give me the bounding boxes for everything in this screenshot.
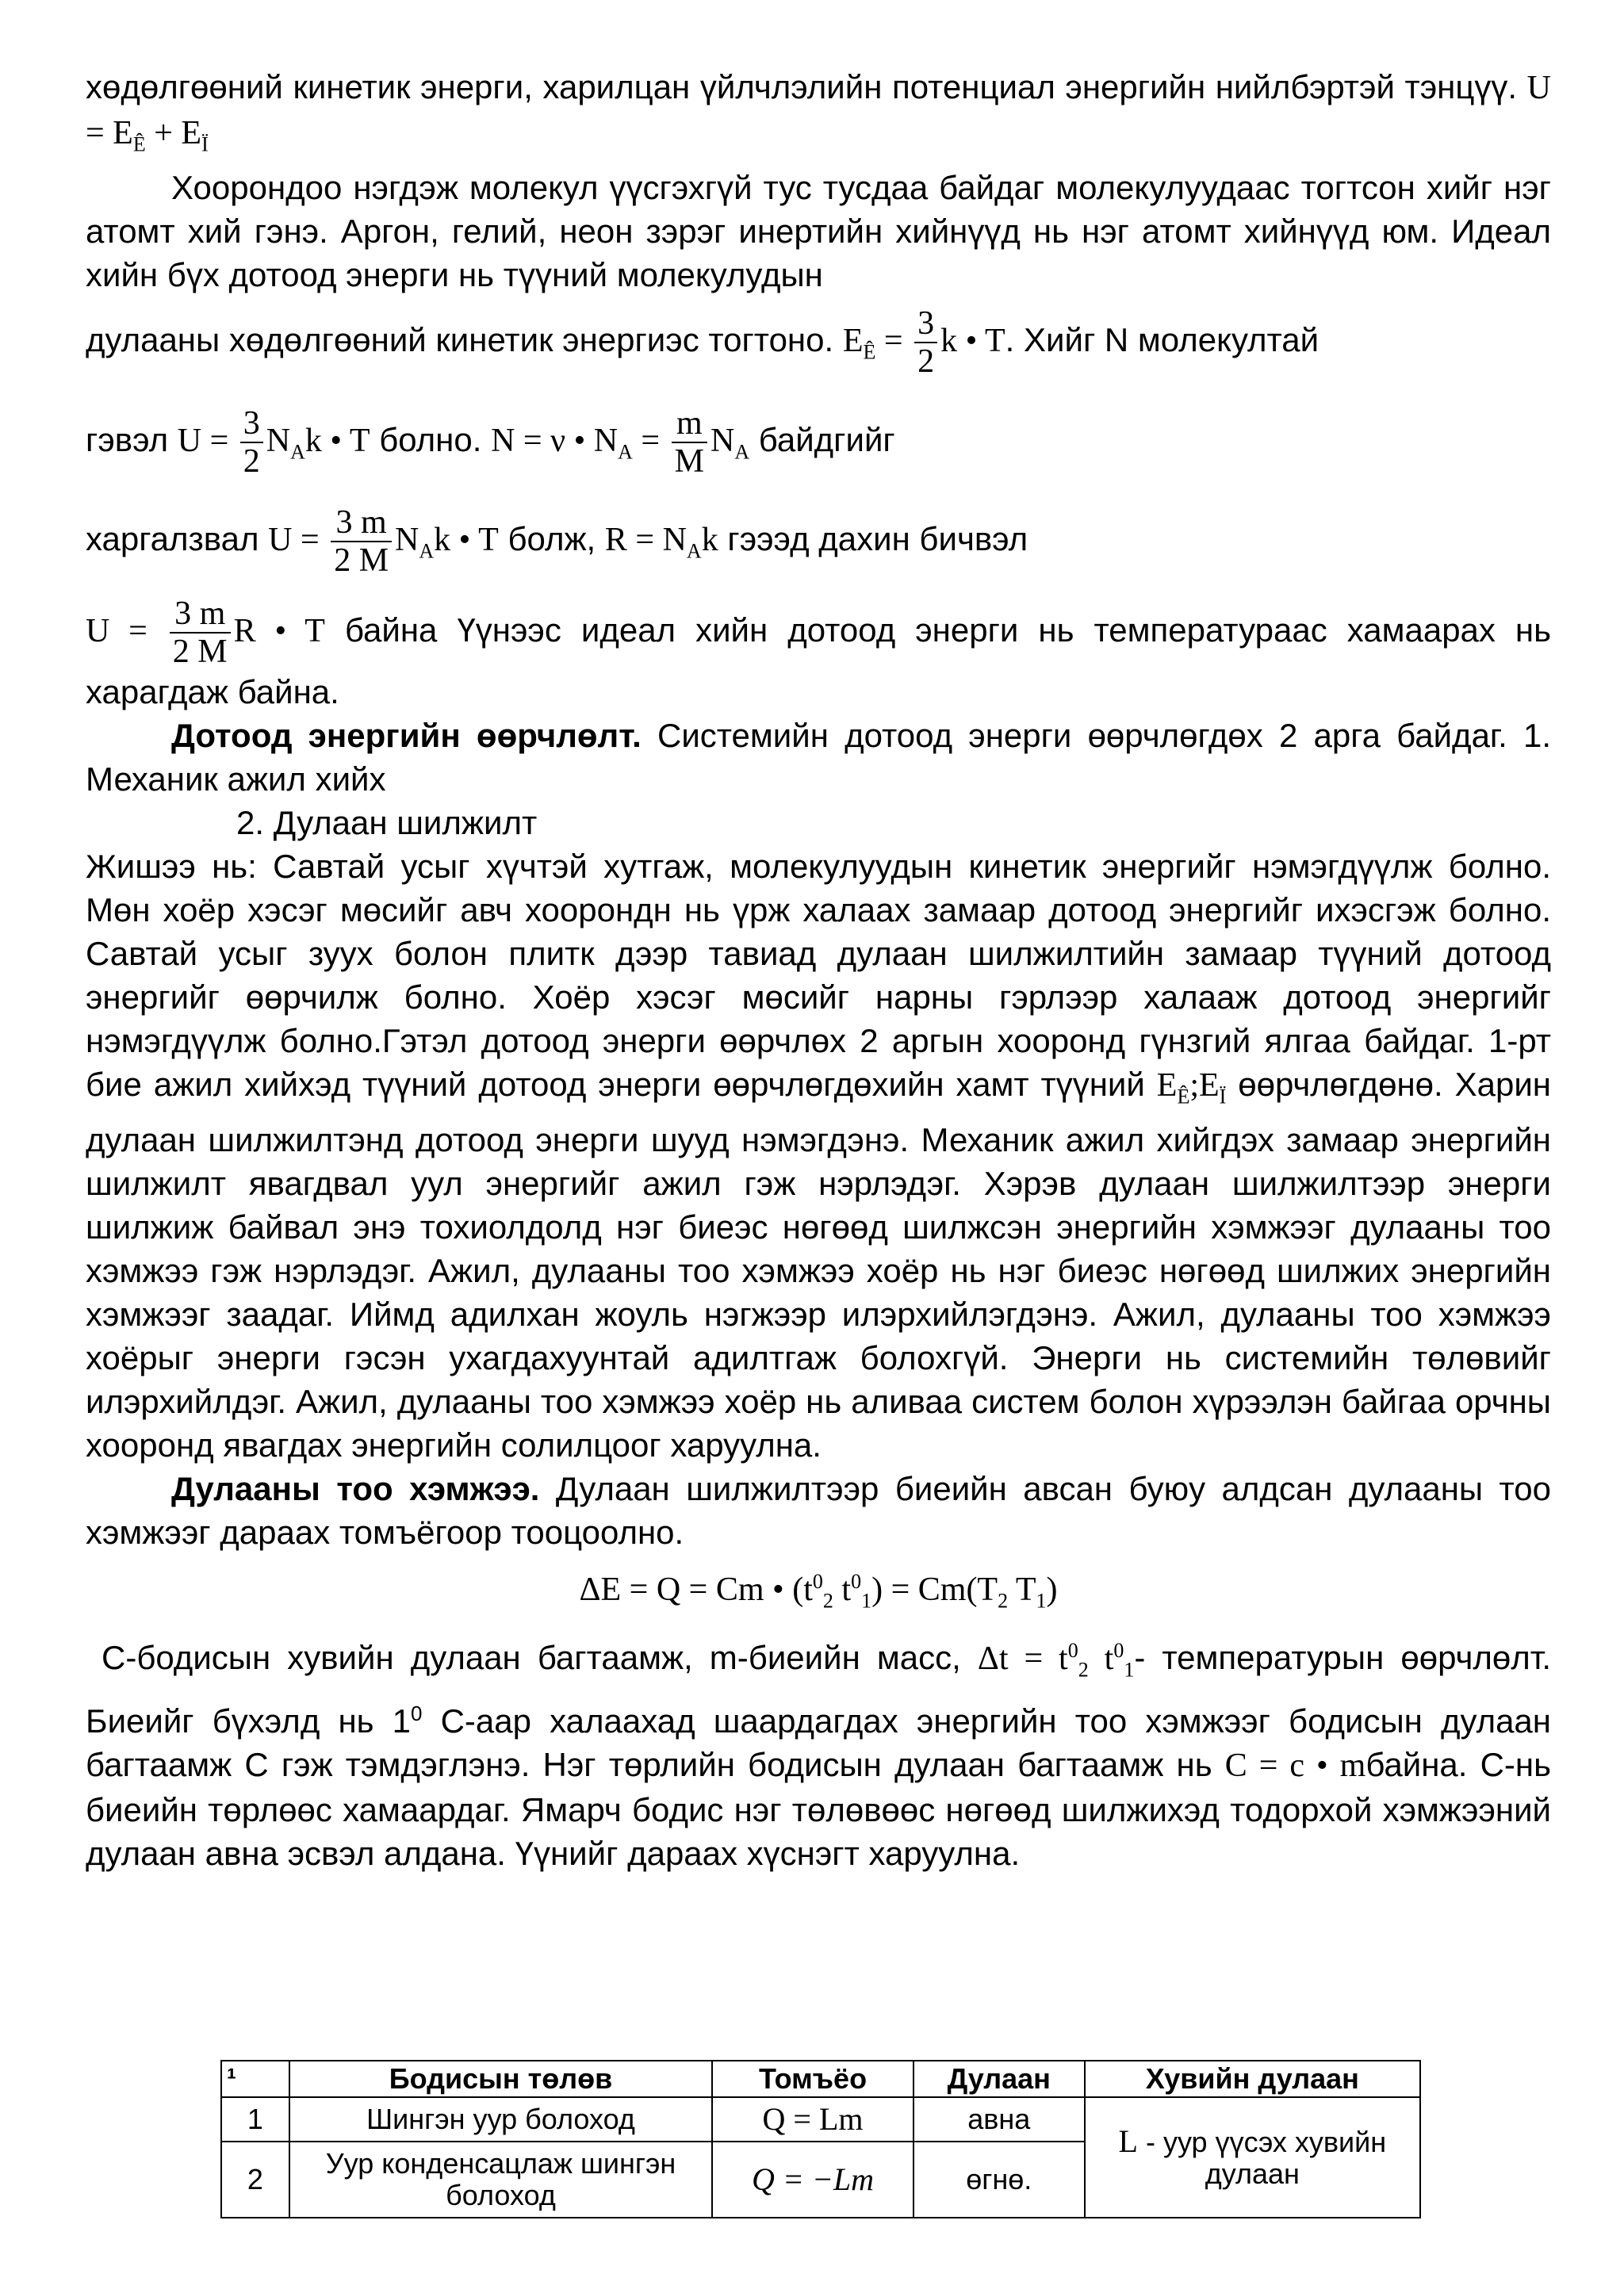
paragraph-example (86, 844, 1551, 1467)
paragraph-u-rt (86, 595, 1551, 714)
row-state: Уур конденсацлаж шингэн болоход (289, 2142, 712, 2218)
row-heat: өгнө. (914, 2142, 1085, 2218)
text: Хоорондоо нэгдэж молекул үүсгэхгүй тус тусдаа байдаг молекулуудаас тогтсон хийг нэг атомт хий гэнэ. Аргон, гелий, неон зэрэг инертийн хийнүүд нь нэг атомт хийнүүд юм. Идеал хийн бүх дотоод энерги нь түүний молекулудын (86, 169, 1551, 294)
row-formula: Q = Lm (712, 2097, 914, 2142)
formula-u-sum: $U = E_Ê + E_Ï$ (86, 70, 1552, 156)
section-heading: Дулааны тоо хэмжээ. (171, 1469, 540, 1507)
text: болж, (508, 520, 596, 558)
formula-r: $R = N_Ak$ (604, 522, 718, 563)
paragraph-u-substitution (86, 496, 1551, 595)
header-formula: Томъёо (712, 2061, 914, 2097)
formula-rt: R • T (233, 612, 325, 649)
text: Системийн дотоод энерги өөрчлөгдөх 2 арга байдаг. 1. Механик ажил хийх (86, 716, 1551, 798)
formula-u: U = (86, 612, 167, 649)
formula-kt: k • T (940, 323, 1005, 360)
fraction-m-M: $\frac{m}{M}$ (672, 405, 707, 480)
header-specific-heat: Хувийн дулаан (1085, 2061, 1420, 2097)
paragraph-heat-quantity (86, 1467, 1551, 1554)
row-formula: Q = −Lm (712, 2142, 914, 2218)
paragraph-internal-energy-intro (86, 65, 1551, 166)
formula-n: N = ν • $N_A$ = (491, 422, 668, 464)
fraction-3m-2M: $\frac{3 m}{2 M}$ (170, 595, 231, 670)
text: байна. С-нь биеийн төрлөөс хамаардаг. Ямарч бодис нэг төлөвөөс нөгөөд шилжихэд тодорхой хэмжээний дулаан авна эсвэл алдана. Үүнийг дараах хүснэгт харуулна. (86, 1745, 1551, 1872)
text: С-аар халаахад шаардагдах энергийн тоо хэмжээг бодисын дулаан багтаамж С гэж тэмдэглэнэ. Нэг төрлийн бодисын дулаан багтаамж нь (86, 1702, 1551, 1783)
text: гэээд дахин бичвэл (727, 520, 1028, 558)
row-number: 1 (221, 2097, 289, 2142)
header-state: Бодисын төлөв (289, 2061, 712, 2097)
degree-superscript: 0 (411, 1701, 423, 1725)
fraction-3-2: $\frac{3}{2}$ (240, 405, 263, 480)
paragraph-method-2 (86, 801, 1551, 844)
paragraph-kinetic-energy-line (86, 297, 1551, 396)
paragraph-energy-change (86, 714, 1551, 801)
formula-c-cm: C = c • m (1224, 1747, 1366, 1784)
text: байдгийг (758, 420, 895, 458)
text: өөрчлөгдөнө. Харин дулаан шилжилтэнд дотоод энерги шууд нэмэгдэнэ. Механик ажил хийгдэх замаар энергийн шилжилт явагдвал уул энергийг ажил гэж нэрлэдэг. Хэрэв дулаан шилжилтээр энерги шилжиж байвал энэ тохиолдолд нэг биеэс нөгөөд шилжсэн энергийн хэмжээг дулааны тоо хэмжээ гэж нэрлэдэг. Ажил, дулааны тоо хэмжээ хоёр нь нэг биеэс нөгөөд шилжих энергийн хэмжээг заадаг. Иймд адилхан жоуль нэгжээр илэрхийлэгдэнэ. Ажил, дулааны тоо хэмжээ хоёрыг энерги гэсэн ухагдахуунтай адилтгаж болохгүй. Энерги нь системийн төлөвийг илэрхийлдэг. Ажил, дулааны тоо хэмжээ хоёр нь аливаа систем болон хүрээлэн байгаа орчны хооронд явагдах энергийн солилцоог харуулна. (86, 1065, 1552, 1464)
text: дулааны хөдөлгөөний кинетик энергиэс тогтоно. (86, 321, 834, 359)
text: байна Үүнээс идеал хийн дотоод энерги нь температураас хамаарах нь харагдаж байна. (86, 611, 1552, 710)
paragraph-monatomic-gas (86, 166, 1551, 297)
formula-u: U = (268, 522, 328, 559)
formula-u: U = (177, 422, 237, 459)
paragraph-heat-capacity (86, 1629, 1551, 1874)
header-number: ¹ (221, 2061, 289, 2097)
text: болно. (379, 420, 482, 458)
row-state: Шингэн уур болоход (289, 2097, 712, 2142)
phase-change-table (220, 2060, 1421, 2218)
specific-heat-cell (1085, 2097, 1420, 2218)
formula-ek-ep: $E_Ê;E_Ï$ (1156, 1066, 1227, 1108)
document-body (86, 65, 1551, 1875)
table-header-row (221, 2061, 1420, 2097)
table-row (221, 2097, 1420, 2142)
text: С-бодисын хувийн дулаан багтаамж, m-биеийн масс, (102, 1639, 961, 1677)
text: 2. Дулаан шилжилт (236, 803, 538, 841)
text: Жишээ нь: Савтай усыг хүчтэй хутгаж, молекулуудын кинетик энергийг нэмэгдүүлж болно. Мөн хоёр хэсэг мөсийг авч хоорондн нь үрж халаах замаар дотоод энергийг ихэсгэж болно. Савтай усыг зуух болон плитк дээр тавиад дулаан шилжилтийн замаар түүний дотоод энергийг өөрчилж болно. Хоёр хэсэг мөсийг нарны гэрлээр халааж дотоод энергийг нэмэгдүүлж болно.Гэтэл дотоод энерги өөрчлөх 2 аргын хооронд гүнзгий ялгаа байдаг. 1-рт бие ажил хийхэд түүний дотоод энерги өөрчлөгдөхийн хамт түүний (86, 847, 1551, 1103)
text: харгалзвал (86, 520, 259, 558)
text: хөдөлгөөний кинетик энерги, харилцан үйлчлэлийн потенциал энергийн нийлбэртэй тэнцүү. (86, 68, 1518, 105)
text: . Хийг N молекултай (1005, 321, 1320, 359)
text: гэвэл (86, 420, 169, 458)
row-number: 2 (221, 2142, 289, 2218)
formula-nak: $N_Ak$ • T (266, 422, 370, 464)
header-heat: Дулаан (914, 2061, 1085, 2097)
formula-heat-quantity: ΔE = Q = Cm • ($t^0_2$ $t^0_1) = Cm(T_2$ $T_1$) (579, 1569, 1058, 1613)
text: Дулаан шилжилтээр биеийн авсан буюу алдсан дулааны тоо хэмжээг дараах томъёгоор тооцоолно. (86, 1469, 1552, 1551)
row-heat: авна (914, 2097, 1085, 2142)
symbol-l: L (1118, 2123, 1138, 2159)
formula-ek: $E_Ê$ = (842, 323, 912, 364)
section-heading: Дотоод энергийн өөрчлөлт. (171, 716, 642, 754)
formula-nakt: $N_Ak$ • T (395, 522, 499, 563)
fraction-3-2: $\frac{3}{2}$ (914, 305, 937, 380)
formula-na: $N_A$ (710, 422, 750, 464)
formula-delta-t: $\Delta t = t^0_2$ $t^0_1$ (977, 1639, 1135, 1682)
text: - температурын өөрчлөлт. Биеийг бүхэлд нь 1 (86, 1639, 1552, 1740)
paragraph-u-n-molecules (86, 396, 1551, 496)
fraction-3m-2M: $\frac{3 m}{2 M}$ (331, 504, 392, 579)
text: - уур үүсэх хувийн дулаан (1137, 2125, 1387, 2190)
